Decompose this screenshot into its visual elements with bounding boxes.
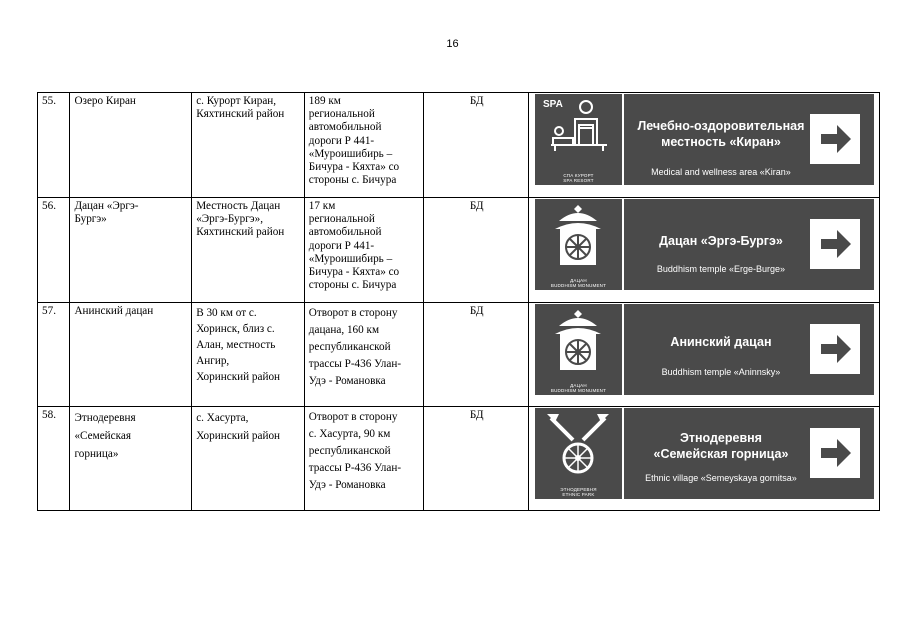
object-location: В 30 км от с. Хоринск, близ с. Алан, местность Ангир, Хоринский район bbox=[196, 307, 281, 383]
road-sign bbox=[535, 304, 874, 395]
sign-subtitle: Medical and wellness area «Kiran» bbox=[651, 167, 791, 177]
arrow-right-icon bbox=[810, 428, 860, 478]
sign-title: Дацан «Эргэ-Бургэ» bbox=[659, 234, 783, 248]
road-sign bbox=[535, 199, 874, 290]
table-row bbox=[38, 198, 880, 303]
sign-icon-panel bbox=[535, 94, 624, 185]
arrow-right-icon bbox=[810, 324, 860, 374]
arrow-right-icon bbox=[810, 219, 860, 269]
row-number: 56. bbox=[42, 200, 56, 212]
object-location: Местность Дацан «Эргэ-Бургэ», Кяхтинский район bbox=[196, 200, 285, 239]
sign-icon-panel bbox=[535, 304, 624, 395]
row-number: 58. bbox=[42, 409, 56, 421]
object-name: Этнодеревня «Семейская горница» bbox=[74, 412, 136, 460]
buddhist-temple-icon bbox=[535, 199, 622, 277]
sign-title: Лечебно-оздоровительная местность «Киран» bbox=[637, 119, 805, 149]
road-location: 17 км региональной автомобильной дороги Р 441- «Муроишибирь – Бичура - Кяхта» со стороны с. Бичура bbox=[308, 200, 400, 292]
sign-code: БД bbox=[469, 95, 484, 107]
object-name: Анинский дацан bbox=[74, 305, 154, 317]
icon-caption: ДАЦАН BUDDHISM MONUMENT bbox=[550, 383, 607, 393]
sign-subtitle: Buddhism temple «Erge-Burge» bbox=[656, 264, 785, 274]
sign-subtitle: Ethnic village «Semeyskaya gornitsa» bbox=[645, 473, 797, 483]
row-number: 55. bbox=[42, 95, 56, 107]
arrow-right-icon bbox=[810, 114, 860, 164]
table-row bbox=[38, 93, 880, 198]
sign-title: Этнодеревня «Семейская горница» bbox=[653, 431, 789, 461]
road-sign bbox=[535, 408, 874, 499]
buddhist-temple-icon bbox=[535, 304, 622, 382]
icon-caption: СПА КУРОРТ SPA RESORT bbox=[563, 173, 594, 183]
object-name: Озеро Киран bbox=[74, 95, 136, 107]
sign-icon-panel bbox=[535, 408, 624, 499]
sign-icon-panel bbox=[535, 199, 624, 290]
signs-table bbox=[37, 92, 880, 511]
sign-code: БД bbox=[469, 305, 484, 317]
table-row bbox=[38, 407, 880, 511]
road-location: 189 км региональной автомобильной дороги Р 441- «Муроишибирь – Бичура - Кяхта» со стороны с. Бичура bbox=[308, 95, 400, 187]
icon-caption: ЭТНОДЕРЕВНЯ ETHNIC PARK bbox=[560, 487, 597, 497]
page-number: 16 bbox=[446, 38, 459, 50]
sign-code: БД bbox=[469, 200, 484, 212]
table-row bbox=[38, 303, 880, 407]
object-location: с. Курорт Киран, Кяхтинский район bbox=[196, 95, 285, 121]
road-location: Отворот в сторону дацана, 160 км республиканской трассы Р-436 Улан- Удэ - Романовка bbox=[308, 307, 402, 387]
object-name: Дацан «Эргэ- Бургэ» bbox=[74, 200, 139, 226]
road-sign bbox=[535, 94, 874, 185]
sign-code: БД bbox=[469, 409, 484, 421]
sign-title: Анинский дацан bbox=[670, 335, 772, 349]
icon-caption: ДАЦАН BUDDHISM MONUMENT bbox=[550, 278, 607, 288]
row-number: 57. bbox=[42, 305, 56, 317]
object-location: с. Хасурта, Хоринский район bbox=[196, 412, 281, 442]
sign-subtitle: Buddhism temple «Aninnsky» bbox=[661, 367, 781, 377]
spa-badge: SPA bbox=[542, 99, 563, 110]
ethnic-village-icon bbox=[535, 408, 622, 486]
road-location: Отворот в сторону с. Хасурта, 90 км республиканской трассы Р-436 Улан- Удэ - Романовка bbox=[308, 411, 402, 491]
